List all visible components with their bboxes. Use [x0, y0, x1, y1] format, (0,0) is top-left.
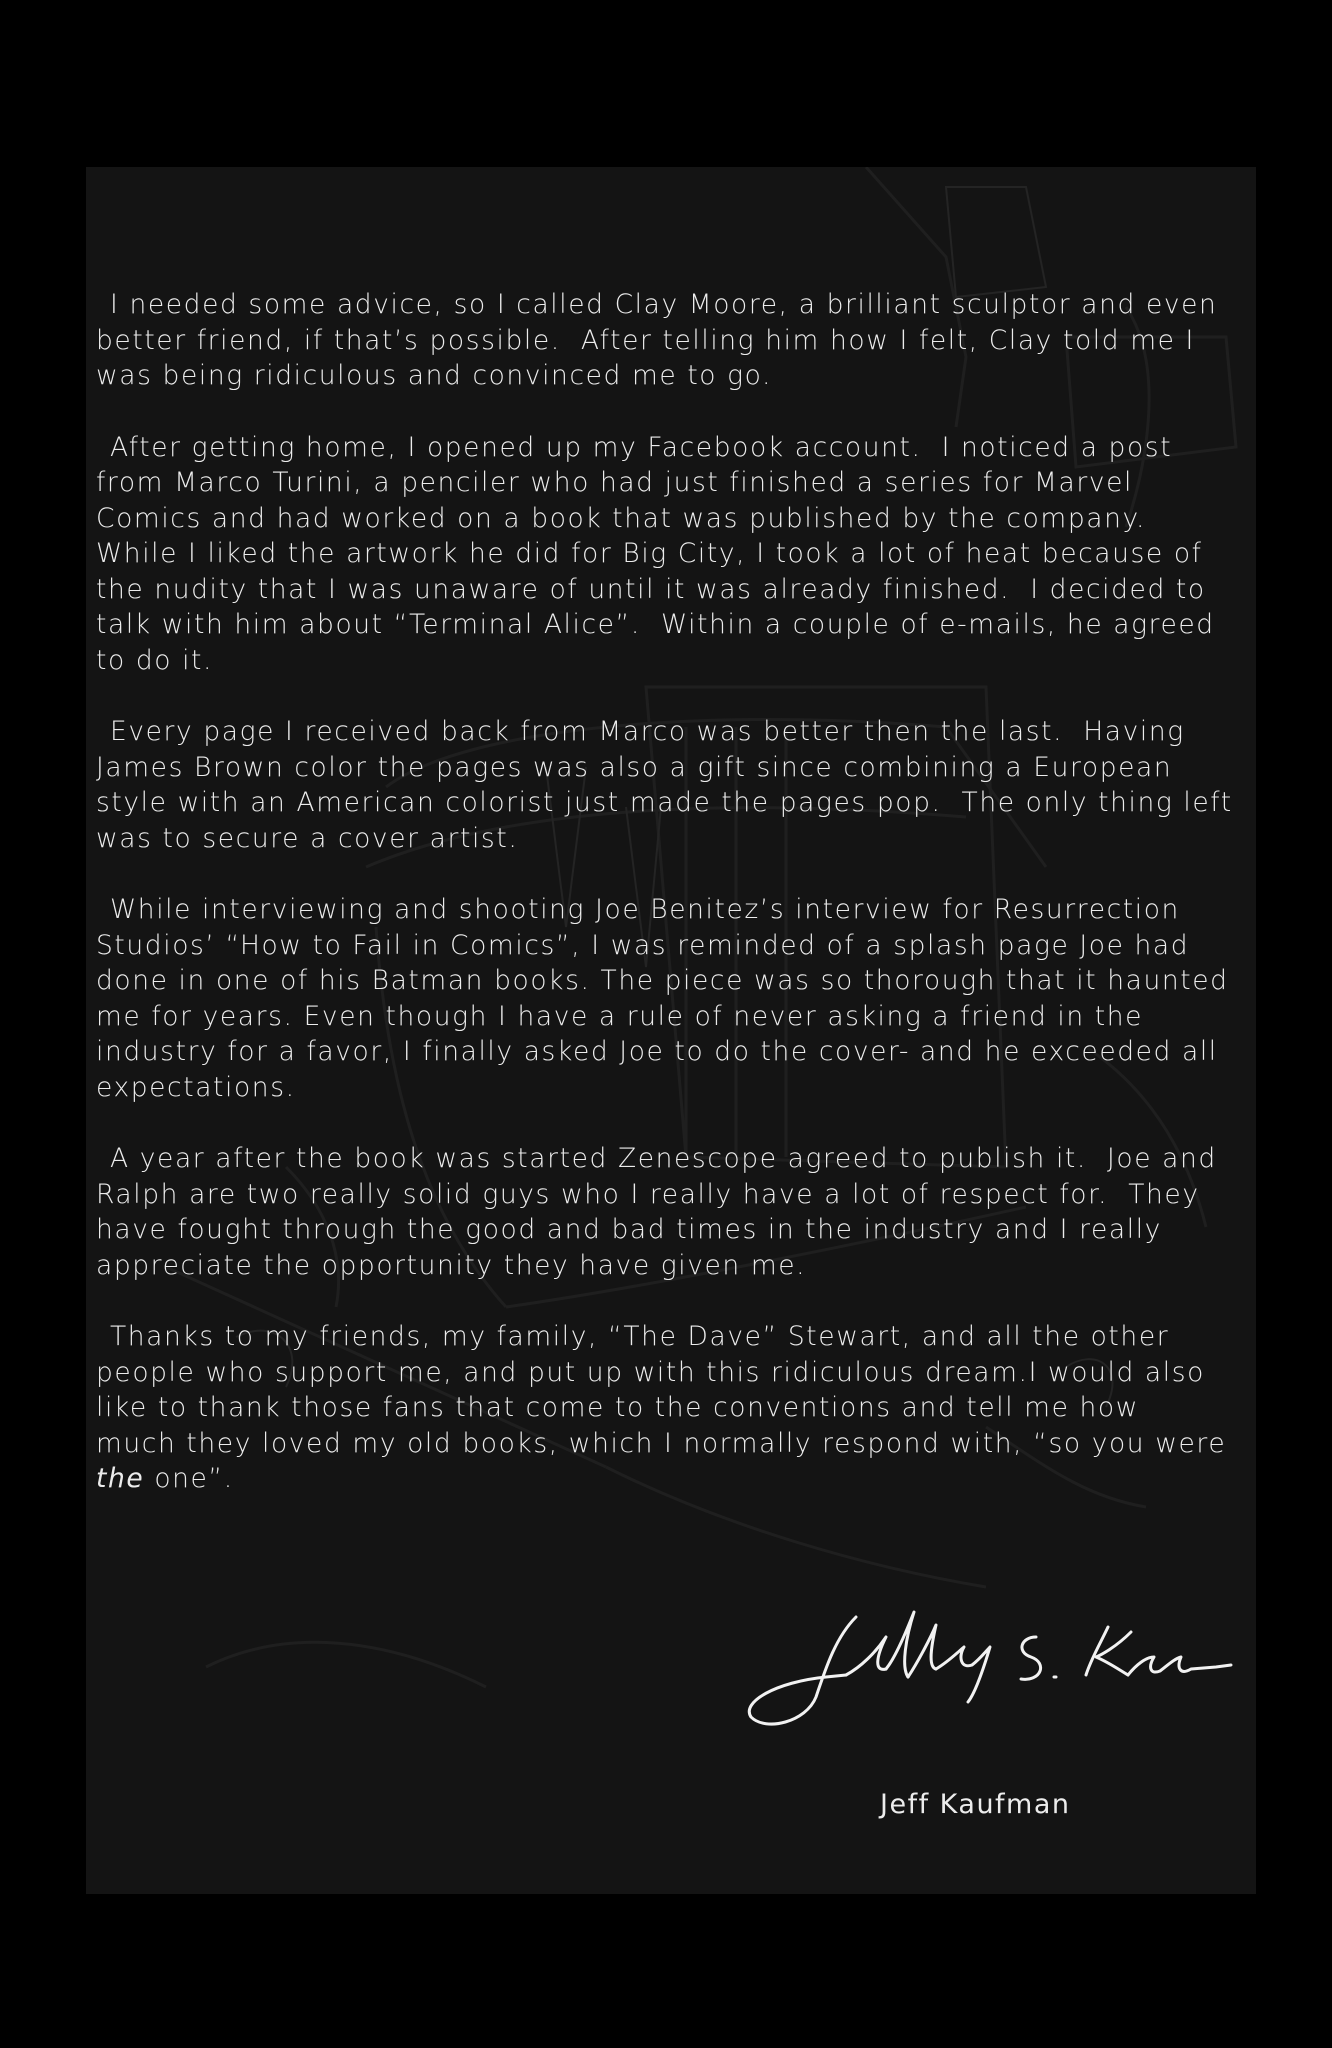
italic-word: the [96, 1463, 145, 1494]
line: style with an American colorist just made the pages pop. The only thing left [96, 787, 1233, 818]
line: appreciate the opportunity they have given me. [96, 1249, 807, 1281]
line: I needed some advice, so I called Clay Moore, a brilliant sculptor and even [110, 289, 1218, 320]
paragraph-3 [96, 714, 1256, 856]
line: Every page I received back from Marco was better then the last. Having [110, 716, 1185, 747]
line: While I liked the artwork he did for Big City, I took a lot of heat because of [96, 538, 1203, 569]
line: have fought through the good and bad times in the industry and I really [96, 1214, 1162, 1245]
line: to do it. [96, 644, 214, 676]
line-end: one”. [144, 1463, 234, 1494]
paragraph-2 [96, 430, 1256, 679]
line: After getting home, I opened up my Facebook account. I noticed a post [110, 431, 1173, 463]
line: was to secure a cover artist. [96, 822, 519, 854]
paragraph-5 [96, 1141, 1256, 1283]
paragraph-4 [96, 892, 1256, 1105]
line: Thanks to my friends, my family, “The Dave” Stewart, and all the other [110, 1321, 1170, 1352]
line: the nudity that I was unaware of until it was already finished. I decided to [96, 573, 1206, 605]
line: Ralph are two really solid guys who I really have a lot of respect for. They [96, 1178, 1200, 1210]
signed-name: Jeff Kaufman [880, 1789, 1071, 1820]
line: Comics and had worked on a book that was published by the company. [96, 502, 1147, 534]
paragraph-6 [96, 1319, 1256, 1497]
line: Studios’ “How to Fail in Comics”, I was reminded of a splash page Joe had [96, 929, 1190, 961]
handwritten-signature [736, 1597, 1236, 1737]
line: industry for a favor, I finally asked Joe to do the cover- and he exceeded all [96, 1036, 1218, 1067]
line: people who support me, and put up with this ridiculous dream.I would also [96, 1356, 1205, 1388]
line: from Marco Turini, a penciler who had just finished a series for Marvel [96, 467, 1133, 498]
line: much they loved my old books, which I normally respond with, “so you were [96, 1427, 1227, 1459]
line: like to thank those fans that come to the conventions and tell me how [96, 1392, 1139, 1423]
line: expectations. [96, 1071, 296, 1103]
line: better friend, if that’s possible. After telling him how I felt, Clay told me I [96, 324, 1195, 356]
line: was being ridiculous and convinced me to go. [96, 360, 773, 391]
line: done in one of his Batman books. The piece was so thorough that it haunted [96, 965, 1229, 996]
line: A year after the book was started Zenescope agreed to publish it. Joe and [110, 1143, 1217, 1174]
letter-body [96, 287, 1256, 1533]
letter-panel [86, 167, 1256, 1894]
line: While interviewing and shooting Joe Benitez’s interview for Resurrection [110, 894, 1180, 925]
line: James Brown color the pages was also a gift since combining a European [96, 751, 1173, 783]
paragraph-1 [96, 287, 1256, 394]
line: talk with him about “Terminal Alice”. Within a couple of e-mails, he agreed [96, 609, 1215, 640]
line: me for years. Even though I have a rule of never asking a friend in the [96, 1000, 1144, 1032]
